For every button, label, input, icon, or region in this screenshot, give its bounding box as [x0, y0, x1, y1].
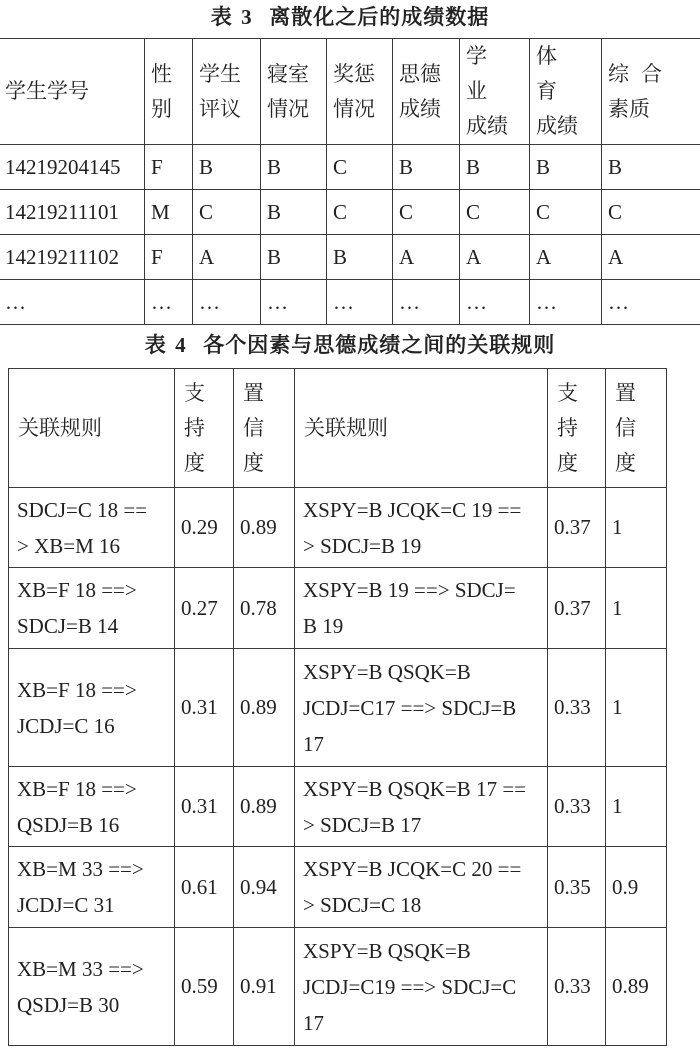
table3-cell: …: [530, 280, 602, 325]
table4-rule-cell: SDCJ=C 18 == > XB=M 16: [9, 488, 175, 568]
table4-support-cell: 0.31: [175, 649, 234, 767]
table4-confidence-cell: 0.91: [234, 928, 295, 1046]
table3-cell: A: [602, 235, 700, 280]
table3-cell: …: [602, 280, 700, 325]
table3-cell: 14219204145: [0, 145, 145, 190]
table3-header-cell: 学生 评议: [193, 39, 261, 145]
table4-row: [9, 847, 667, 928]
table4-row: [9, 928, 667, 1046]
table3-header-cell: 奖惩 情况: [327, 39, 393, 145]
table4-support-cell: 0.29: [175, 488, 234, 568]
table3-cell: …: [145, 280, 193, 325]
table4-support-cell: 0.31: [175, 767, 234, 847]
table4-support-cell: 0.59: [175, 928, 234, 1046]
table4-support-cell: 0.61: [175, 847, 234, 928]
table4-confidence-cell: 0.78: [234, 568, 295, 649]
table4-header-rule: 关联规则: [9, 369, 175, 488]
table3-cell: …: [460, 280, 530, 325]
table4-confidence-cell: 0.94: [234, 847, 295, 928]
table3-cell: C: [327, 190, 393, 235]
table3-cell: …: [327, 280, 393, 325]
table4-row: [9, 488, 667, 568]
table3-cell: B: [393, 145, 460, 190]
table4-confidence-cell: 1: [606, 649, 667, 767]
table4-support-cell: 0.35: [548, 847, 606, 928]
table4-row: [9, 649, 667, 767]
table4-support-cell: 0.33: [548, 928, 606, 1046]
table4-row: [9, 568, 667, 649]
table4-rule-cell: XSPY=B 19 ==> SDCJ= B 19: [295, 568, 548, 649]
table4-header-confidence: 置 信 度: [234, 369, 295, 488]
table3-header-cell: 学业 成绩: [460, 39, 530, 145]
table4-confidence-cell: 0.89: [234, 767, 295, 847]
table4-support-cell: 0.27: [175, 568, 234, 649]
table3-row: [0, 235, 700, 280]
table3-cell: C: [530, 190, 602, 235]
table3-cell: A: [530, 235, 602, 280]
table3-cell: A: [393, 235, 460, 280]
table4-rule-cell: XSPY=B QSQK=B 17 == > SDCJ=B 17: [295, 767, 548, 847]
table4-rule-cell: XSPY=B JCQK=C 19 == > SDCJ=B 19: [295, 488, 548, 568]
table3-cell: C: [327, 145, 393, 190]
table3-cell: 14219211102: [0, 235, 145, 280]
table4-caption: 表 4 各个因素与思德成绩之间的关联规则: [144, 333, 556, 357]
table3-cell: B: [460, 145, 530, 190]
table3-cell: B: [193, 145, 261, 190]
table4-support-cell: 0.37: [548, 568, 606, 649]
table4-confidence-cell: 0.9: [606, 847, 667, 928]
table3-cell: B: [261, 190, 327, 235]
table4-rule-cell: XB=F 18 ==> SDCJ=B 14: [9, 568, 175, 649]
table3-row: [0, 145, 700, 190]
table3-header-cell: 体育 成绩: [530, 39, 602, 145]
table3-cell: …: [261, 280, 327, 325]
table4-confidence-cell: 0.89: [234, 488, 295, 568]
table4-rule-cell: XSPY=B QSQK=B JCDJ=C17 ==> SDCJ=B 17: [295, 649, 548, 767]
table3-cell: B: [261, 145, 327, 190]
table4-header-rule: 关联规则: [295, 369, 548, 488]
table4-rule-cell: XB=F 18 ==> QSDJ=B 16: [9, 767, 175, 847]
table4-row: [9, 767, 667, 847]
table4-header-support: 支 持 度: [548, 369, 606, 488]
table4-confidence-cell: 1: [606, 767, 667, 847]
table3-cell: 14219211101: [0, 190, 145, 235]
table4-confidence-cell: 1: [606, 568, 667, 649]
table4-confidence-cell: 0.89: [606, 928, 667, 1046]
table4-confidence-cell: 0.89: [234, 649, 295, 767]
table3-cell: B: [327, 235, 393, 280]
table3-header-cell: 思德 成绩: [393, 39, 460, 145]
table3-cell: B: [530, 145, 602, 190]
table4-rule-cell: XB=M 33 ==> QSDJ=B 30: [9, 928, 175, 1046]
table3-cell: …: [193, 280, 261, 325]
table3-cell: A: [460, 235, 530, 280]
table3: [0, 38, 700, 325]
table3-row: [0, 190, 700, 235]
table4: [8, 368, 667, 1046]
table4-support-cell: 0.33: [548, 767, 606, 847]
table3-row-ellipsis: [0, 280, 700, 325]
table4-header-row: [9, 369, 667, 488]
table4-confidence-cell: 1: [606, 488, 667, 568]
table4-support-cell: 0.33: [548, 649, 606, 767]
table4-support-cell: 0.37: [548, 488, 606, 568]
table3-header-cell: 寝室 情况: [261, 39, 327, 145]
table3-cell: C: [393, 190, 460, 235]
table3-cell: …: [0, 280, 145, 325]
table3-cell: C: [193, 190, 261, 235]
table3-cell: F: [145, 235, 193, 280]
table3-cell: A: [193, 235, 261, 280]
table3-cell: F: [145, 145, 193, 190]
table3-cell: …: [393, 280, 460, 325]
table3-header-cell: 性 别: [145, 39, 193, 145]
table3-cell: B: [261, 235, 327, 280]
table4-header-support: 支 持 度: [175, 369, 234, 488]
table3-header-cell: 学生学号: [0, 39, 145, 145]
table3-cell: C: [602, 190, 700, 235]
table4-rule-cell: XB=M 33 ==> JCDJ=C 31: [9, 847, 175, 928]
table3-header-cell: 综合 素质: [602, 39, 700, 145]
table4-rule-cell: XSPY=B JCQK=C 20 == > SDCJ=C 18: [295, 847, 548, 928]
table3-cell: M: [145, 190, 193, 235]
table4-header-confidence: 置 信 度: [606, 369, 667, 488]
table3-header-row: [0, 39, 700, 145]
table4-rule-cell: XSPY=B QSQK=B JCDJ=C19 ==> SDCJ=C 17: [295, 928, 548, 1046]
table3-caption: 表 3 离散化之后的成绩数据: [210, 5, 490, 29]
table3-cell: B: [602, 145, 700, 190]
table3-cell: C: [460, 190, 530, 235]
table4-rule-cell: XB=F 18 ==> JCDJ=C 16: [9, 649, 175, 767]
